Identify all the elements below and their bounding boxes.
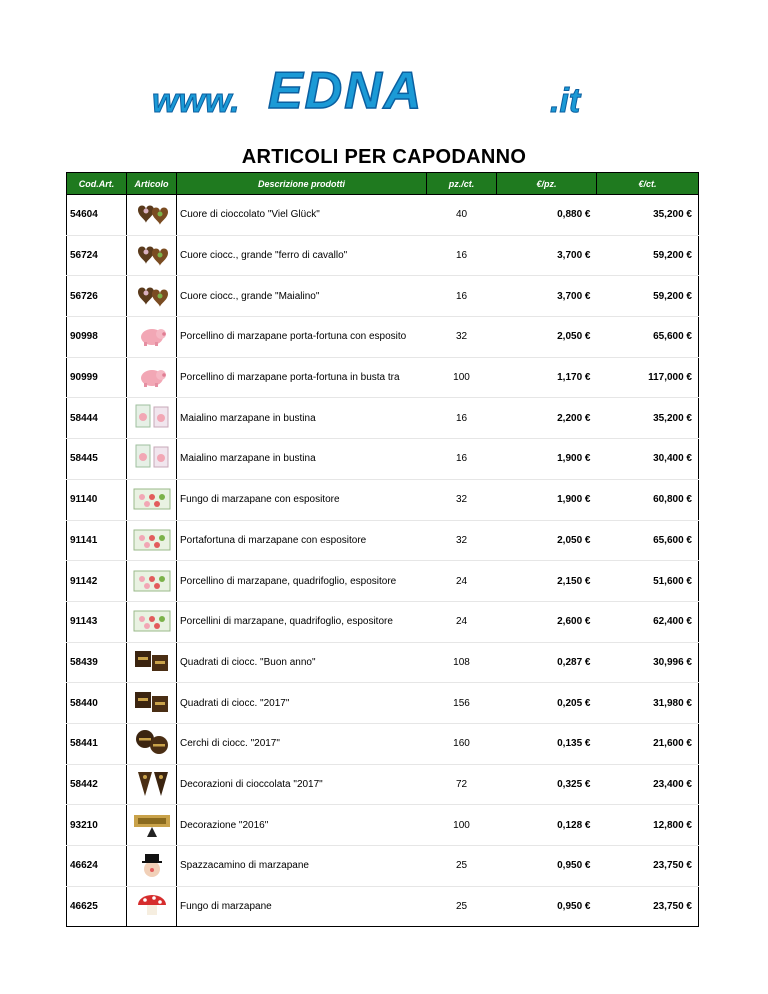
marzipan-pig-icon <box>130 342 174 353</box>
product-description: Quadrati di ciocc. "2017" <box>177 683 427 724</box>
product-image <box>127 235 177 276</box>
bagged-pig-icon <box>130 424 174 435</box>
table-row <box>67 886 699 927</box>
price-per-piece: 0,880 € <box>497 195 597 236</box>
product-description: Spazzacamino di marzapane <box>177 846 427 887</box>
price-per-piece: 0,128 € <box>497 805 597 846</box>
price-per-piece: 0,950 € <box>497 846 597 887</box>
price-per-carton: 12,800 € <box>597 805 699 846</box>
table-row <box>67 520 699 561</box>
product-image <box>127 601 177 642</box>
product-image <box>127 520 177 561</box>
pieces-per-carton: 100 <box>427 805 497 846</box>
product-description: Cuore di cioccolato "Viel Glück" <box>177 195 427 236</box>
product-image <box>127 764 177 805</box>
price-per-piece: 0,325 € <box>497 764 597 805</box>
product-code: 90999 <box>67 357 127 398</box>
product-code: 56726 <box>67 276 127 317</box>
pieces-per-carton: 25 <box>427 846 497 887</box>
product-description: Decorazione "2016" <box>177 805 427 846</box>
table-row <box>67 317 699 358</box>
pieces-per-carton: 16 <box>427 439 497 480</box>
price-per-piece: 0,135 € <box>497 723 597 764</box>
chimney-sweep-icon <box>130 871 174 882</box>
price-per-carton: 35,200 € <box>597 398 699 439</box>
pieces-per-carton: 108 <box>427 642 497 683</box>
pieces-per-carton: 25 <box>427 886 497 927</box>
price-per-piece: 0,950 € <box>497 886 597 927</box>
product-image <box>127 195 177 236</box>
price-per-carton: 30,400 € <box>597 439 699 480</box>
price-per-carton: 62,400 € <box>597 601 699 642</box>
product-image <box>127 723 177 764</box>
price-per-carton: 31,980 € <box>597 683 699 724</box>
price-per-carton: 23,750 € <box>597 846 699 887</box>
product-code: 54604 <box>67 195 127 236</box>
price-per-carton: 51,600 € <box>597 561 699 602</box>
product-image <box>127 357 177 398</box>
table-row <box>67 195 699 236</box>
price-per-piece: 1,900 € <box>497 439 597 480</box>
product-description: Maialino marzapane in bustina <box>177 439 427 480</box>
table-row <box>67 235 699 276</box>
pieces-per-carton: 156 <box>427 683 497 724</box>
product-code: 91142 <box>67 561 127 602</box>
product-description: Cuore ciocc., grande "ferro di cavallo" <box>177 235 427 276</box>
product-code: 46624 <box>67 846 127 887</box>
edna-logo[interactable] <box>150 68 618 118</box>
product-description: Porcellino di marzapane, quadrifoglio, espositore <box>177 561 427 602</box>
product-image <box>127 642 177 683</box>
gold-number-icon <box>130 831 174 842</box>
logo-brand: EDNA <box>268 68 424 118</box>
table-row <box>67 601 699 642</box>
price-per-carton: 59,200 € <box>597 276 699 317</box>
price-per-piece: 2,050 € <box>497 520 597 561</box>
chocolate-cone-icon <box>130 790 174 801</box>
price-per-piece: 0,287 € <box>497 642 597 683</box>
product-description: Fungo di marzapane con espositore <box>177 479 427 520</box>
logo-suffix: .it <box>550 82 581 118</box>
display-box-icon <box>130 505 174 516</box>
product-code: 58440 <box>67 683 127 724</box>
display-box-icon <box>130 546 174 557</box>
price-per-piece: 3,700 € <box>497 235 597 276</box>
product-image <box>127 276 177 317</box>
header-qty: pz./ct. <box>427 173 497 195</box>
table-row <box>67 357 699 398</box>
product-description: Decorazioni di cioccolata "2017" <box>177 764 427 805</box>
price-per-carton: 65,600 € <box>597 317 699 358</box>
pieces-per-carton: 32 <box>427 520 497 561</box>
product-code: 91140 <box>67 479 127 520</box>
header-article: Articolo <box>127 173 177 195</box>
price-per-carton: 60,800 € <box>597 479 699 520</box>
table-row <box>67 805 699 846</box>
product-description: Porcellino di marzapane porta-fortuna in busta tra <box>177 357 427 398</box>
pieces-per-carton: 160 <box>427 723 497 764</box>
product-image <box>127 846 177 887</box>
price-per-carton: 65,600 € <box>597 520 699 561</box>
product-code: 46625 <box>67 886 127 927</box>
price-per-carton: 59,200 € <box>597 235 699 276</box>
chocolate-square-icon <box>130 709 174 720</box>
header-price-per-carton: €/ct. <box>597 173 699 195</box>
product-image <box>127 805 177 846</box>
table-row <box>67 683 699 724</box>
logo-prefix: www. <box>152 82 240 118</box>
display-box-icon <box>130 587 174 598</box>
marzipan-pig-icon <box>130 383 174 394</box>
product-code: 91143 <box>67 601 127 642</box>
pieces-per-carton: 16 <box>427 235 497 276</box>
price-per-piece: 1,900 € <box>497 479 597 520</box>
product-description: Maialino marzapane in bustina <box>177 398 427 439</box>
pieces-per-carton: 40 <box>427 195 497 236</box>
product-image <box>127 561 177 602</box>
pieces-per-carton: 72 <box>427 764 497 805</box>
product-table <box>66 172 699 927</box>
pieces-per-carton: 24 <box>427 561 497 602</box>
table-row <box>67 642 699 683</box>
product-description: Portafortuna di marzapane con espositore <box>177 520 427 561</box>
product-image <box>127 398 177 439</box>
bagged-pig-icon <box>130 464 174 475</box>
price-per-piece: 1,170 € <box>497 357 597 398</box>
price-per-carton: 30,996 € <box>597 642 699 683</box>
chocolate-heart-icon <box>130 220 174 231</box>
table-header-row <box>67 173 699 195</box>
pieces-per-carton: 16 <box>427 398 497 439</box>
price-per-carton: 23,400 € <box>597 764 699 805</box>
product-image <box>127 439 177 480</box>
product-code: 58445 <box>67 439 127 480</box>
mushroom-icon <box>130 912 174 923</box>
product-description: Porcellino di marzapane porta-fortuna con esposito <box>177 317 427 358</box>
price-per-piece: 3,700 € <box>497 276 597 317</box>
header-price-per-piece: €/pz. <box>497 173 597 195</box>
product-image <box>127 479 177 520</box>
product-description: Fungo di marzapane <box>177 886 427 927</box>
header-code: Cod.Art. <box>67 173 127 195</box>
table-row <box>67 439 699 480</box>
pieces-per-carton: 16 <box>427 276 497 317</box>
table-row <box>67 276 699 317</box>
header-description: Descrizione prodotti <box>177 173 427 195</box>
product-description: Cerchi di ciocc. "2017" <box>177 723 427 764</box>
price-per-piece: 2,600 € <box>497 601 597 642</box>
chocolate-heart-icon <box>130 302 174 313</box>
product-image <box>127 886 177 927</box>
display-box-icon <box>130 627 174 638</box>
product-code: 58444 <box>67 398 127 439</box>
product-description: Quadrati di ciocc. "Buon anno" <box>177 642 427 683</box>
price-per-carton: 23,750 € <box>597 886 699 927</box>
product-description: Porcellini di marzapane, quadrifoglio, espositore <box>177 601 427 642</box>
price-per-carton: 117,000 € <box>597 357 699 398</box>
product-description: Cuore ciocc., grande "Maialino" <box>177 276 427 317</box>
product-code: 58441 <box>67 723 127 764</box>
product-code: 93210 <box>67 805 127 846</box>
price-per-piece: 0,205 € <box>497 683 597 724</box>
product-image <box>127 317 177 358</box>
table-row <box>67 561 699 602</box>
price-per-piece: 2,050 € <box>497 317 597 358</box>
table-row <box>67 846 699 887</box>
table-row <box>67 723 699 764</box>
pieces-per-carton: 32 <box>427 479 497 520</box>
product-code: 58442 <box>67 764 127 805</box>
price-per-piece: 2,200 € <box>497 398 597 439</box>
chocolate-heart-icon <box>130 261 174 272</box>
table-row <box>67 479 699 520</box>
price-per-carton: 21,600 € <box>597 723 699 764</box>
table-row <box>67 764 699 805</box>
price-per-piece: 2,150 € <box>497 561 597 602</box>
product-code: 91141 <box>67 520 127 561</box>
product-code: 58439 <box>67 642 127 683</box>
chocolate-square-icon <box>130 668 174 679</box>
product-code: 56724 <box>67 235 127 276</box>
pieces-per-carton: 24 <box>427 601 497 642</box>
product-image <box>127 683 177 724</box>
page-title: ARTICOLI PER CAPODANNO <box>241 146 527 168</box>
pieces-per-carton: 32 <box>427 317 497 358</box>
table-row <box>67 398 699 439</box>
pieces-per-carton: 100 <box>427 357 497 398</box>
price-per-carton: 35,200 € <box>597 195 699 236</box>
product-code: 90998 <box>67 317 127 358</box>
chocolate-circle-icon <box>130 749 174 760</box>
